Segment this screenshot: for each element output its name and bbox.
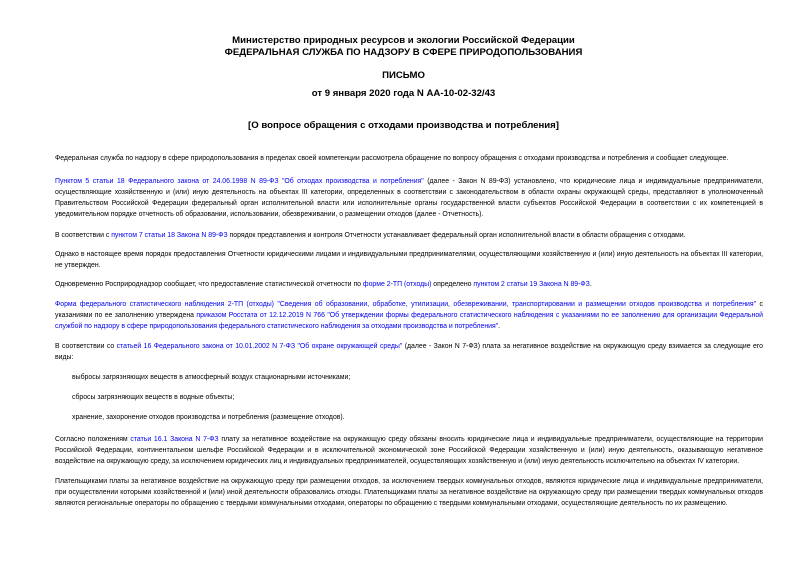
paragraph-statistics	[55, 279, 763, 290]
paragraph-intro	[55, 153, 763, 164]
law-link[interactable]: пунктом 2 статьи 19 Закона N 89-ФЗ	[473, 281, 590, 288]
paragraph-fee	[55, 341, 763, 363]
ministry-title: Министерство природных ресурсов и экологии Российской Федерации	[232, 35, 575, 46]
paragraph-reporting	[55, 176, 763, 220]
paragraph-text: порядок представления и контроля Отчетности устанавливает федеральный орган исполнительной власти в области обращения с отходами.	[227, 232, 686, 239]
paragraph-text: .	[498, 323, 501, 330]
paragraph-text: Однако в настоящее время порядок предоставления Отчетности юридическими лицами и индивидуальными предпринимателями, осуществляющими хозяйственную и (или) иную деятельность на объектах III категории, не утвержден.	[55, 251, 763, 269]
document-subject: [О вопросе обращения с отходами производства и потребления]	[248, 120, 559, 131]
paragraph-text: Плательщиками платы за негативное воздействие на окружающую среду при размещении отходов, за исключением твердых коммунальных отходов, являются юридические лица и индивидуальные предприниматели, при осуществлении которыми хозяйственной и (или) иной деятельности образовались отходы. Плательщиками платы за негативное воздействие на окружающую среду при размещении твердых коммунальных отходов являются региональные операторы по обращению с твердыми коммунальными отходами, операторы по обращению с твердыми коммунальными отходами, осуществляющие деятельность по их размещению.	[55, 478, 763, 507]
document-type: ПИСЬМО	[382, 70, 425, 81]
paragraph-not-approved	[55, 249, 763, 271]
paragraph-text: определено	[431, 281, 474, 288]
list-item: сбросы загрязняющих веществ в водные объекты;	[72, 394, 235, 401]
paragraph-form	[55, 299, 763, 332]
paragraph-text: (далее - Закон N 7-ФЗ) плата за негативное воздействие на окружающую среду взимается за следующие его виды:	[55, 343, 763, 361]
paragraph-text: плату за негативное воздействие на окружающую среду обязаны вносить юридические лица и индивидуальные предприниматели, осуществляющие на территории Российской Федерации, континентальном шельфе Российской Федерации и в исключительной экономической зоне Российской Федерации хозяйственную и (или) иную деятельность, оказывающую негативное воздействие на окружающую среду, за исключением юридических лиц и индивидуальных предпринимателей, осуществляющих хозяйственную и (или) иную деятельность исключительно на объектах IV категории.	[55, 436, 764, 465]
form-link[interactable]: форме 2-ТП (отходы)	[362, 281, 432, 288]
paragraph-text: Одновременно Росприроднадзор сообщает, что предоставление статистической отчетности по	[55, 281, 363, 288]
law-link[interactable]: Пунктом 5 статьи 18 Федерального закона от 24.06.1998 N 89-ФЗ "Об отходах производства и потребления"	[55, 178, 424, 185]
law-link[interactable]: статьи 16.1 Закона N 7-ФЗ	[130, 436, 219, 443]
paragraph-procedure	[55, 230, 763, 241]
paragraph-text: В соответствии со	[55, 343, 117, 350]
form-link[interactable]: Форма федерального статистического наблюдения 2-ТП (отходы) "Сведения об образовании, обработке, утилизации, обезвреживании, транспортировании и размещении отходов производства и потребления"	[55, 301, 757, 308]
law-link[interactable]: статьей 16 Федерального закона от 10.01.2002 N 7-ФЗ "Об охране окружающей среды"	[116, 343, 403, 350]
paragraph-waste-payers	[55, 476, 763, 509]
list-item: хранение, захоронение отходов производства и потребления (размещение отходов).	[72, 414, 345, 421]
service-title: ФЕДЕРАЛЬНАЯ СЛУЖБА ПО НАДЗОРУ В СФЕРЕ ПРИРОДОПОЛЬЗОВАНИЯ	[224, 47, 583, 58]
order-link[interactable]: приказом Росстата от 12.12.2019 N 766 "Об утверждении формы федерального статистического наблюдения с указаниями по ее заполнению для организации Федеральной службой по надзору в сфере природопользования федерального статистического наблюдения за отходами производства и потребления"	[55, 312, 764, 330]
paragraph-text: Согласно положениям	[55, 436, 131, 443]
paragraph-text: .	[589, 281, 592, 288]
paragraph-payers	[55, 434, 763, 467]
paragraph-text: с указаниями по ее заполнению утверждена	[55, 301, 763, 319]
law-link[interactable]: пунктом 7 статьи 18 Закона N 89-ФЗ	[111, 232, 228, 239]
paragraph-text: (далее - Закон N 89-ФЗ) установлено, что юридические лица и индивидуальные предприниматели, осуществляющие хозяйственную и (или) иную деятельность на объектах III категории, определенных в соответствии с законодательством в области охраны окружающей среды, представляют в уполномоченный Правительством Российской Федерации федеральный орган исполнительной власти или исполнительные органы государственной власти субъектов Российской Федерации в соответствии с их компетенцией в уведомительном порядке отчетность об образовании, использовании, обезвреживании, о размещении отходов (далее - Отчетность).	[55, 178, 763, 218]
paragraph-text: Федеральная служба по надзору в сфере природопользования в пределах своей компетенции рассмотрела обращение по вопросу обращения с отходами производства и потребления и сообщает следующее.	[55, 155, 729, 162]
list-item: выбросы загрязняющих веществ в атмосферный воздух стационарными источниками;	[72, 374, 351, 381]
paragraph-text: В соответствии с	[55, 232, 112, 239]
document-date-number: от 9 января 2020 года N АА-10-02-32/43	[311, 88, 496, 99]
